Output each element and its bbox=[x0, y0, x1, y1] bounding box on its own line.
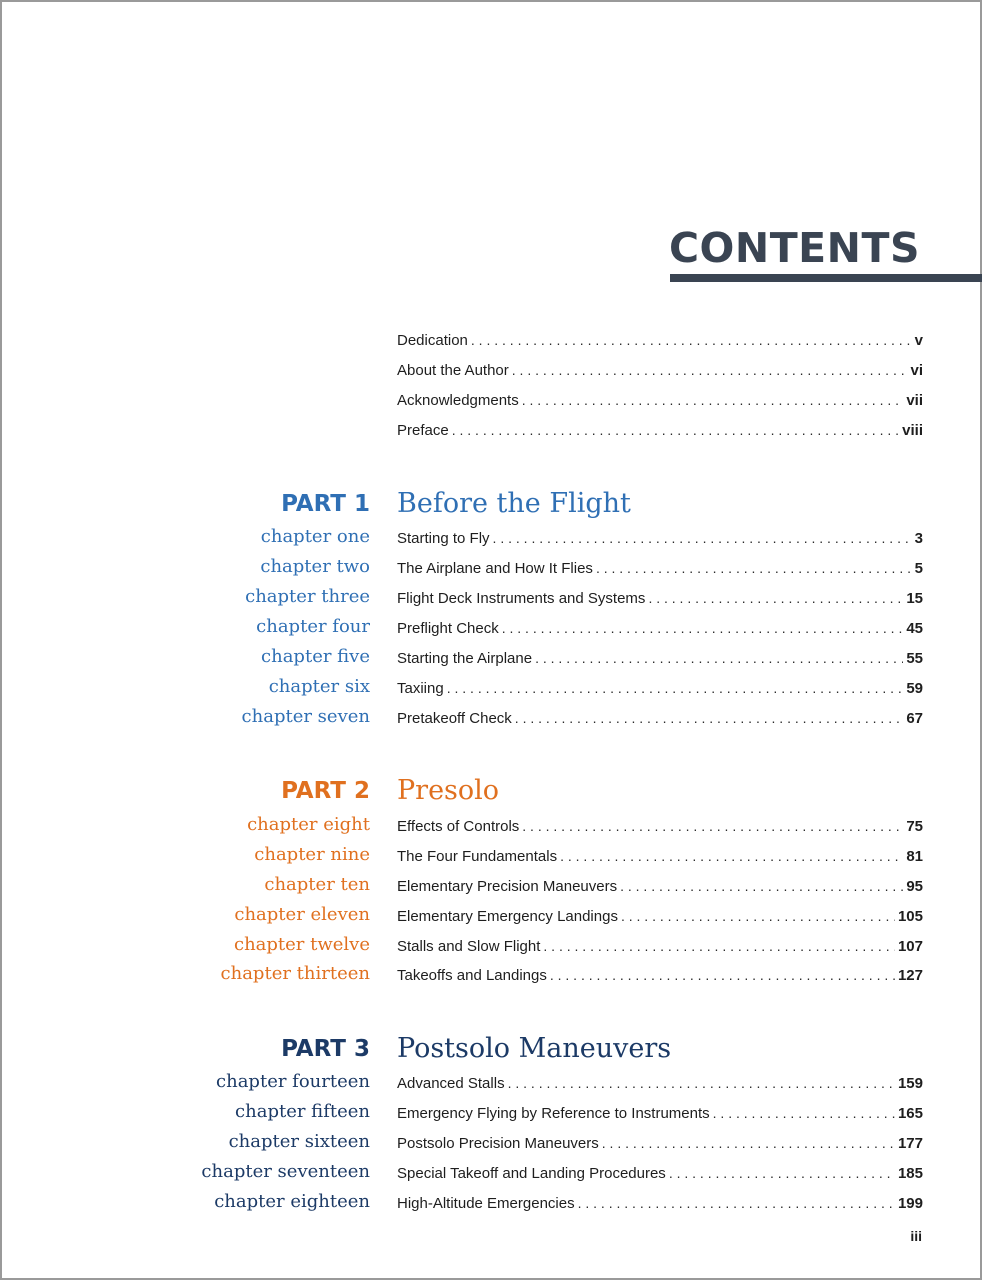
chapter-label: chapter four bbox=[256, 616, 370, 637]
toc-entry-title: Flight Deck Instruments and Systems bbox=[397, 590, 646, 607]
chapter-label: chapter eight bbox=[247, 814, 370, 835]
chapter-label: chapter fourteen bbox=[216, 1071, 370, 1092]
toc-entry-page: 165 bbox=[897, 1105, 923, 1122]
toc-entry-title: Emergency Flying by Reference to Instruments bbox=[397, 1105, 710, 1122]
dot-leader bbox=[493, 528, 912, 548]
toc-entry-page: viii bbox=[902, 422, 923, 439]
toc-entry-chapter-8[interactable] bbox=[397, 816, 923, 837]
toc-entry-title: Pretakeoff Check bbox=[397, 710, 512, 727]
dot-leader bbox=[578, 1193, 895, 1213]
dot-leader bbox=[447, 678, 904, 698]
toc-entry-page: vi bbox=[910, 362, 923, 379]
toc-entry-chapter-13[interactable] bbox=[397, 965, 923, 986]
chapter-label: chapter eleven bbox=[234, 904, 370, 925]
toc-entry-title: Stalls and Slow Flight bbox=[397, 938, 541, 955]
dot-leader bbox=[620, 876, 903, 896]
toc-entry-title: Acknowledgments bbox=[397, 392, 519, 409]
toc-entry-title: Advanced Stalls bbox=[397, 1075, 505, 1092]
toc-entry-page: 55 bbox=[906, 650, 923, 667]
chapter-label: chapter one bbox=[260, 526, 370, 547]
toc-entry-title: Takeoffs and Landings bbox=[397, 967, 547, 984]
toc-entry-chapter-11[interactable] bbox=[397, 906, 923, 927]
toc-entry-title: Starting to Fly bbox=[397, 530, 490, 547]
toc-entry-chapter-10[interactable] bbox=[397, 876, 923, 897]
toc-entry-page: 177 bbox=[897, 1135, 923, 1152]
page-number: iii bbox=[910, 1228, 922, 1244]
toc-entry-chapter-7[interactable] bbox=[397, 708, 923, 729]
toc-entry-chapter-17[interactable] bbox=[397, 1163, 923, 1184]
toc-entry-chapter-14[interactable] bbox=[397, 1073, 923, 1094]
toc-entry-chapter-12[interactable] bbox=[397, 936, 923, 957]
part-2-title: Presolo bbox=[397, 775, 500, 806]
toc-entry-about-author[interactable] bbox=[397, 360, 923, 381]
dot-leader bbox=[596, 558, 912, 578]
chapter-label: chapter sixteen bbox=[228, 1131, 370, 1152]
part-2-label: PART 2 bbox=[281, 778, 370, 804]
toc-entry-page: 127 bbox=[897, 967, 923, 984]
toc-entry-chapter-16[interactable] bbox=[397, 1133, 923, 1154]
toc-entry-acknowledgments[interactable] bbox=[397, 390, 923, 411]
toc-entry-page: 199 bbox=[897, 1195, 923, 1212]
toc-entry-title: High-Altitude Emergencies bbox=[397, 1195, 575, 1212]
toc-entry-page: 3 bbox=[914, 530, 923, 547]
toc-entry-title: The Four Fundamentals bbox=[397, 848, 558, 865]
dot-leader bbox=[515, 708, 904, 728]
toc-entry-page: 75 bbox=[906, 818, 923, 835]
toc-entry-chapter-4[interactable] bbox=[397, 618, 923, 639]
dot-leader bbox=[522, 816, 903, 836]
part-3-label: PART 3 bbox=[281, 1036, 370, 1062]
toc-entry-chapter-9[interactable] bbox=[397, 846, 923, 867]
toc-entry-page: 107 bbox=[897, 938, 923, 955]
dot-leader bbox=[621, 906, 895, 926]
toc-entry-chapter-2[interactable] bbox=[397, 558, 923, 579]
dot-leader bbox=[560, 846, 903, 866]
chapter-label: chapter fifteen bbox=[235, 1101, 370, 1122]
dot-leader bbox=[508, 1073, 895, 1093]
toc-entry-title: About the Author bbox=[397, 362, 509, 379]
toc-entry-chapter-1[interactable] bbox=[397, 528, 923, 549]
dot-leader bbox=[452, 420, 899, 440]
toc-entry-page: 81 bbox=[906, 848, 923, 865]
dot-leader bbox=[550, 965, 895, 985]
dot-leader bbox=[522, 390, 904, 410]
part-1-title: Before the Flight bbox=[397, 488, 631, 519]
toc-entry-page: 45 bbox=[906, 620, 923, 637]
toc-entry-title: Postsolo Precision Maneuvers bbox=[397, 1135, 599, 1152]
toc-entry-page: 95 bbox=[906, 878, 923, 895]
toc-entry-chapter-18[interactable] bbox=[397, 1193, 923, 1214]
toc-entry-page: 185 bbox=[897, 1165, 923, 1182]
dot-leader bbox=[543, 936, 895, 956]
chapter-label: chapter ten bbox=[264, 874, 370, 895]
chapter-label: chapter eighteen bbox=[214, 1191, 370, 1212]
toc-entry-chapter-15[interactable] bbox=[397, 1103, 923, 1124]
toc-entry-page: v bbox=[914, 332, 923, 349]
toc-entry-chapter-6[interactable] bbox=[397, 678, 923, 699]
chapter-label: chapter nine bbox=[254, 844, 370, 865]
chapter-label: chapter five bbox=[261, 646, 370, 667]
dot-leader bbox=[713, 1103, 895, 1123]
toc-entry-page: 67 bbox=[906, 710, 923, 727]
title-rule bbox=[670, 274, 982, 282]
chapter-label: chapter twelve bbox=[233, 934, 370, 955]
toc-entry-chapter-5[interactable] bbox=[397, 648, 923, 669]
dot-leader bbox=[669, 1163, 895, 1183]
chapter-label: chapter thirteen bbox=[220, 963, 370, 984]
toc-entry-title: Preface bbox=[397, 422, 449, 439]
toc-entry-title: Elementary Precision Maneuvers bbox=[397, 878, 618, 895]
chapter-label: chapter six bbox=[268, 676, 370, 697]
chapter-label: chapter three bbox=[245, 586, 370, 607]
dot-leader bbox=[602, 1133, 895, 1153]
dot-leader bbox=[471, 330, 912, 350]
toc-entry-chapter-3[interactable] bbox=[397, 588, 923, 609]
page-title: CONTENTS bbox=[668, 224, 920, 272]
chapter-label: chapter seven bbox=[241, 706, 370, 727]
dot-leader bbox=[648, 588, 903, 608]
chapter-label: chapter two bbox=[260, 556, 370, 577]
part-3-title: Postsolo Maneuvers bbox=[397, 1033, 672, 1064]
toc-entry-title: Preflight Check bbox=[397, 620, 499, 637]
toc-entry-page: 59 bbox=[906, 680, 923, 697]
chapter-label: chapter seventeen bbox=[201, 1161, 370, 1182]
toc-entry-page: 5 bbox=[914, 560, 923, 577]
toc-entry-title: Effects of Controls bbox=[397, 818, 520, 835]
dot-leader bbox=[512, 360, 908, 380]
part-1-label: PART 1 bbox=[281, 491, 370, 517]
dot-leader bbox=[535, 648, 903, 668]
toc-entry-title: Special Takeoff and Landing Procedures bbox=[397, 1165, 666, 1182]
toc-entry-page: 159 bbox=[897, 1075, 923, 1092]
toc-entry-page: 15 bbox=[906, 590, 923, 607]
toc-entry-title: Elementary Emergency Landings bbox=[397, 908, 618, 925]
dot-leader bbox=[502, 618, 904, 638]
toc-entry-title: The Airplane and How It Flies bbox=[397, 560, 593, 577]
toc-entry-page: 105 bbox=[897, 908, 923, 925]
toc-entry-title: Taxiing bbox=[397, 680, 444, 697]
toc-entry-page: vii bbox=[906, 392, 923, 409]
toc-entry-preface[interactable] bbox=[397, 420, 923, 441]
toc-entry-title: Dedication bbox=[397, 332, 468, 349]
toc-entry-title: Starting the Airplane bbox=[397, 650, 533, 667]
toc-entry-dedication[interactable] bbox=[397, 330, 923, 351]
